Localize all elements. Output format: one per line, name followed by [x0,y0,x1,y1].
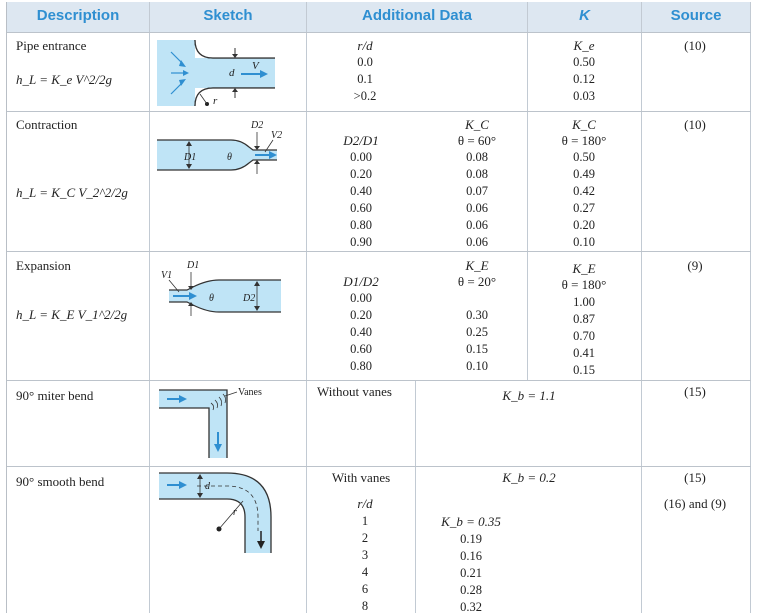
list-item: 0.30 [466,308,488,322]
smooth-col-values [362,513,368,615]
formula-contraction: h_L = K_C V_2^2/2g [16,185,128,200]
contraction-kc60-angle: θ = 60° [457,133,497,148]
list-item: 0.60 [350,342,372,356]
expansion-ke20-values [466,290,488,375]
loss-coefficient-table [6,2,751,613]
list-item: 0.28 [460,583,482,597]
list-item: 0.16 [460,549,482,563]
row-miter-name: 90° miter bend [16,388,94,403]
list-item: 0.06 [466,201,488,215]
miter-bend-sketch [157,386,287,460]
header-k: K [528,2,642,32]
pipe-entrance-sketch [157,40,281,110]
sketch-label-v: V [252,60,259,72]
list-item: 0.06 [466,235,488,249]
list-item: 0.42 [573,184,595,198]
list-item: 0.08 [466,167,488,181]
pipe-entrance-source: (10) [684,38,706,53]
sketch-label-v1: V1 [161,270,173,281]
sketch-label-r: r [213,95,218,107]
list-item: 2 [361,531,369,545]
smooth-source: (15) [684,470,706,485]
row-pipe-entrance-name: Pipe entrance [16,38,87,53]
list-item: 0.87 [573,312,595,326]
list-item: 0.50 [573,150,595,164]
list-item: 0.40 [350,325,372,339]
list-item: 8 [361,599,369,613]
list-item: 3 [361,548,369,562]
list-item: 0.50 [573,55,595,69]
vanes-label: Vanes [238,387,262,398]
expansion-ratio-label: D1/D2 [343,274,379,289]
list-item: 0.21 [460,566,482,580]
sketch-label-d1: D1 [187,260,200,271]
contraction-kc180-angle: θ = 180° [561,133,607,148]
list-item: 0.1 [357,72,373,86]
list-item: 0.19 [460,532,482,546]
list-item [466,290,488,307]
list-item: 0.03 [573,89,595,103]
sketch-label-d2: D2 [243,293,256,304]
pipe-entrance-k-label: K_e [573,38,595,53]
expansion-ke180-label: K_E [572,261,596,276]
row-expansion-name: Expansion [16,258,71,273]
expansion-ke180-values [573,294,595,379]
pipe-entrance-col-values [354,54,377,105]
smooth-kb-first: K_b = 0.35 [441,514,501,529]
list-item: 0.90 [350,235,372,249]
contraction-kc180-values [573,149,595,251]
smooth-col-label: r/d [357,496,373,511]
list-item: 0.80 [350,218,372,232]
row-smooth-name: 90° smooth bend [16,474,105,489]
expansion-ratio-values [350,290,372,375]
list-item: 1.00 [573,295,595,309]
sketch-label-r: r [233,507,237,518]
list-item: 6 [361,582,369,596]
list-item: 0.80 [350,359,372,373]
expansion-source: (9) [687,258,703,273]
smooth-k: K_b = 0.2 [502,470,556,485]
list-item: 0.20 [350,308,372,322]
list-item: 0.49 [573,167,595,181]
contraction-kc60-label: K_C [465,117,489,132]
smooth-condition: With vanes [331,470,391,485]
contraction-kc180-label: K_C [572,117,596,132]
expansion-ke20-label: K_E [465,258,489,273]
list-item: 0.41 [573,346,595,360]
expansion-sketch [157,254,287,326]
expansion-ke180-angle: θ = 180° [561,277,607,292]
formula-pipe-entrance: h_L = K_e V^2/2g [16,72,112,87]
contraction-sketch [157,116,285,182]
list-item: 0.10 [466,359,488,373]
contraction-ratio-values [350,149,372,251]
sketch-label-d2: D2 [251,120,264,131]
list-item: 0.27 [573,201,595,215]
list-item: 0.60 [350,201,372,215]
pipe-entrance-k-values [573,54,595,105]
list-item: 0.40 [350,184,372,198]
list-item: 0.10 [573,235,595,249]
list-item: 0.08 [466,150,488,164]
list-item: 0.32 [460,600,482,614]
list-item: 0.06 [466,218,488,232]
smooth-source-2: (16) and (9) [663,496,727,511]
list-item: 0.0 [357,55,373,69]
sketch-label-theta: θ [209,293,214,304]
sketch-label-d: d [205,481,210,492]
header-additional-data: Additional Data [307,2,528,32]
smooth-kb-values [460,531,482,616]
contraction-kc60-values [466,149,488,251]
list-item: 0.20 [573,218,595,232]
list-item: 0.15 [466,342,488,356]
list-item: >0.2 [353,89,377,103]
header-source: Source [642,2,751,32]
contraction-ratio-label: D2/D1 [343,133,379,148]
list-item: 0.12 [573,72,595,86]
sketch-label-v2: V2 [271,130,283,141]
header-sketch: Sketch [150,2,307,32]
miter-source: (15) [684,384,706,399]
miter-k: K_b = 1.1 [502,388,556,403]
sketch-label-theta: θ [227,152,232,163]
contraction-source: (10) [684,117,706,132]
list-item: 0.00 [350,150,372,164]
list-item: 0.70 [573,329,595,343]
list-item: 0.15 [573,363,595,377]
sketch-label-d: d [229,67,235,79]
sketch-label-d1: D1 [184,152,197,163]
header-description: Description [7,2,150,32]
list-item: 0.25 [466,325,488,339]
miter-condition: Without vanes [317,384,392,399]
expansion-ke20-angle: θ = 20° [457,274,497,289]
pipe-entrance-col-label: r/d [357,38,373,53]
list-item: 0.00 [350,291,372,305]
list-item: 1 [361,514,369,528]
smooth-bend-sketch [157,471,287,555]
list-item: 0.20 [350,167,372,181]
list-item: 0.07 [466,184,488,198]
list-item: 4 [361,565,369,579]
row-contraction-name: Contraction [16,117,78,132]
formula-expansion: h_L = K_E V_1^2/2g [16,307,128,322]
